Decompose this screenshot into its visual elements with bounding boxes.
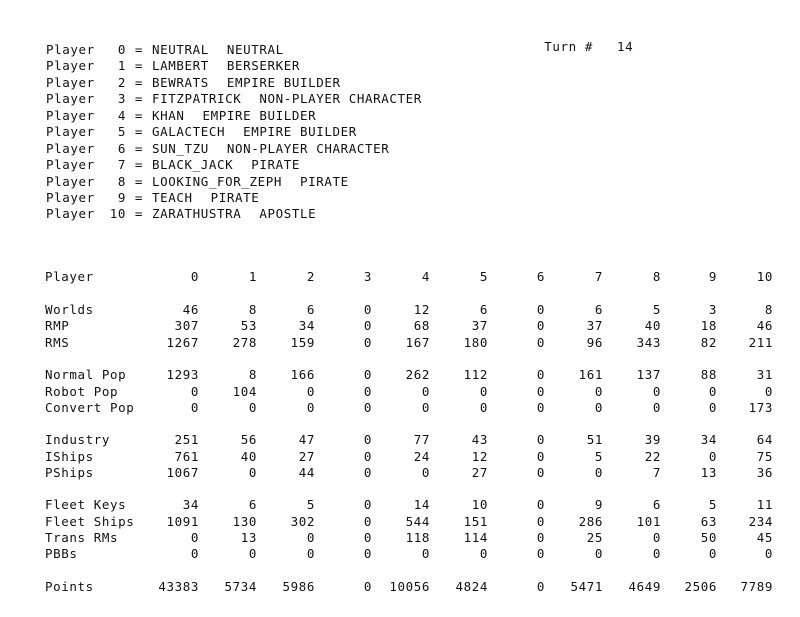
cell-player-4: 68 <box>413 318 430 333</box>
cell-player-1: 104 <box>232 384 257 399</box>
cell-player-7: 6 <box>594 302 603 317</box>
cell-player-9: 88 <box>700 367 717 382</box>
cell-player-3: 0 <box>363 335 372 350</box>
player-index: 7 <box>117 157 126 173</box>
player-line-label: Player <box>46 124 95 140</box>
cell-player-8: 8 <box>652 269 661 284</box>
stat-row <box>0 579 800 595</box>
row-label: Points <box>45 579 94 594</box>
cell-player-2: 159 <box>290 335 315 350</box>
player-name: LOOKING_FOR_ZEPH <box>152 173 283 189</box>
equals-sign: = <box>134 140 144 156</box>
player-index: 0 <box>117 42 126 57</box>
cell-player-4: 544 <box>405 514 430 529</box>
cell-player-4: 118 <box>405 530 430 545</box>
cell-player-6: 0 <box>536 465 545 480</box>
cell-player-6: 0 <box>536 546 545 561</box>
cell-player-10: 0 <box>764 384 773 399</box>
cell-player-0: 43383 <box>158 579 199 594</box>
stat-row <box>0 335 800 351</box>
cell-player-3: 0 <box>363 579 372 594</box>
cell-player-3: 0 <box>363 367 372 382</box>
cell-player-6: 0 <box>536 384 545 399</box>
cell-player-5: 0 <box>479 384 488 399</box>
cell-player-2: 0 <box>306 530 315 545</box>
player-name: ZARATHUSTRA <box>152 206 242 222</box>
player-index: 4 <box>117 107 126 123</box>
equals-sign: = <box>134 206 144 222</box>
cell-player-1: 40 <box>240 449 257 464</box>
row-label: Robot Pop <box>45 384 119 399</box>
player-role: EMPIRE BUILDER <box>226 74 341 90</box>
cell-player-5: 10 <box>471 497 488 512</box>
cell-player-4: 24 <box>413 449 430 464</box>
cell-player-0: 1267 <box>166 335 199 350</box>
stat-row <box>0 449 800 465</box>
cell-player-3: 0 <box>363 465 372 480</box>
cell-player-7: 96 <box>586 335 603 350</box>
stat-row <box>0 302 800 318</box>
player-name: FITZPATRICK <box>152 91 242 107</box>
cell-player-5: 0 <box>479 400 488 415</box>
stat-row <box>0 367 800 383</box>
row-label: RMP <box>45 318 70 333</box>
cell-player-10: 211 <box>748 335 773 350</box>
player-line-label: Player <box>46 173 95 189</box>
cell-player-9: 82 <box>700 335 717 350</box>
cell-player-4: 262 <box>405 367 430 382</box>
turn-label: Turn # <box>544 39 594 54</box>
cell-player-0: 307 <box>174 318 199 333</box>
cell-player-8: 101 <box>636 514 661 529</box>
cell-player-0: 0 <box>190 546 199 561</box>
cell-player-10: 36 <box>756 465 773 480</box>
equals-sign: = <box>134 74 144 90</box>
cell-player-4: 77 <box>413 432 430 447</box>
cell-player-5: 43 <box>471 432 488 447</box>
cell-player-2: 0 <box>306 546 315 561</box>
cell-player-5: 112 <box>463 367 488 382</box>
cell-player-6: 0 <box>536 449 545 464</box>
player-role: NEUTRAL <box>226 42 284 57</box>
cell-player-10: 10 <box>756 269 773 284</box>
cell-player-1: 0 <box>248 400 257 415</box>
player-name: SUN_TZU <box>152 140 209 156</box>
cell-player-8: 0 <box>652 400 661 415</box>
stat-row <box>0 546 800 562</box>
cell-player-2: 2 <box>306 269 315 284</box>
cell-player-2: 0 <box>306 384 315 399</box>
equals-sign: = <box>134 189 144 205</box>
cell-player-4: 10056 <box>389 579 430 594</box>
cell-player-0: 0 <box>190 269 199 284</box>
cell-player-1: 6 <box>248 497 257 512</box>
cell-player-2: 5986 <box>282 579 315 594</box>
player-index: 2 <box>117 74 126 90</box>
cell-player-0: 1067 <box>166 465 199 480</box>
player-role: NON-PLAYER CHARACTER <box>226 140 390 156</box>
cell-player-7: 161 <box>578 367 603 382</box>
player-name: TEACH <box>152 189 193 205</box>
cell-player-5: 5 <box>479 269 488 284</box>
cell-player-1: 130 <box>232 514 257 529</box>
player-line-label: Player <box>46 58 95 74</box>
cell-player-2: 6 <box>306 302 315 317</box>
row-label: IShips <box>45 449 94 464</box>
equals-sign: = <box>134 157 144 173</box>
cell-player-6: 0 <box>536 318 545 333</box>
cell-player-6: 0 <box>536 579 545 594</box>
cell-player-1: 53 <box>240 318 257 333</box>
cell-player-1: 278 <box>232 335 257 350</box>
cell-player-10: 31 <box>756 367 773 382</box>
row-label: Player <box>45 269 94 284</box>
cell-player-7: 25 <box>586 530 603 545</box>
player-line-label: Player <box>46 42 95 57</box>
player-index: 10 <box>109 206 126 222</box>
player-role: PIRATE <box>251 157 301 173</box>
cell-player-2: 27 <box>298 449 315 464</box>
cell-player-3: 0 <box>363 449 372 464</box>
cell-player-4: 12 <box>413 302 430 317</box>
cell-player-9: 0 <box>708 384 717 399</box>
cell-player-7: 37 <box>586 318 603 333</box>
stat-row <box>0 514 800 530</box>
player-role: EMPIRE BUILDER <box>202 107 317 123</box>
player-name: LAMBERT <box>152 58 209 74</box>
cell-player-0: 761 <box>174 449 199 464</box>
cell-player-1: 56 <box>240 432 257 447</box>
cell-player-2: 302 <box>290 514 315 529</box>
stat-row <box>0 530 800 546</box>
cell-player-8: 40 <box>644 318 661 333</box>
cell-player-9: 9 <box>708 269 717 284</box>
player-line-label: Player <box>46 74 95 90</box>
cell-player-6: 0 <box>536 367 545 382</box>
cell-player-9: 34 <box>700 432 717 447</box>
cell-player-0: 1091 <box>166 514 199 529</box>
stat-row <box>0 384 800 400</box>
cell-player-10: 8 <box>764 302 773 317</box>
cell-player-9: 0 <box>708 546 717 561</box>
cell-player-6: 0 <box>536 497 545 512</box>
cell-player-8: 343 <box>636 335 661 350</box>
cell-player-7: 0 <box>594 465 603 480</box>
cell-player-5: 114 <box>463 530 488 545</box>
cell-player-7: 7 <box>594 269 603 284</box>
cell-player-10: 234 <box>748 514 773 529</box>
cell-player-8: 7 <box>652 465 661 480</box>
cell-player-7: 5471 <box>570 579 603 594</box>
cell-player-2: 44 <box>298 465 315 480</box>
cell-player-9: 3 <box>708 302 717 317</box>
cell-player-9: 2506 <box>684 579 717 594</box>
player-line-label: Player <box>46 107 95 123</box>
cell-player-1: 8 <box>248 367 257 382</box>
cell-player-9: 5 <box>708 497 717 512</box>
equals-sign: = <box>134 42 144 57</box>
equals-sign: = <box>134 91 144 107</box>
cell-player-6: 0 <box>536 335 545 350</box>
cell-player-7: 5 <box>594 449 603 464</box>
row-label: Fleet Keys <box>45 497 127 512</box>
row-label: Trans RMs <box>45 530 119 545</box>
stat-row <box>0 318 800 334</box>
cell-player-6: 0 <box>536 302 545 317</box>
cell-player-8: 39 <box>644 432 661 447</box>
cell-player-3: 0 <box>363 514 372 529</box>
cell-player-3: 0 <box>363 432 372 447</box>
player-name: GALACTECH <box>152 124 226 140</box>
cell-player-1: 5734 <box>224 579 257 594</box>
cell-player-5: 12 <box>471 449 488 464</box>
cell-player-6: 0 <box>536 514 545 529</box>
player-role: PIRATE <box>210 189 260 205</box>
cell-player-9: 50 <box>700 530 717 545</box>
cell-player-7: 9 <box>594 497 603 512</box>
cell-player-1: 8 <box>248 302 257 317</box>
player-name: BLACK_JACK <box>152 157 234 173</box>
equals-sign: = <box>134 107 144 123</box>
cell-player-4: 14 <box>413 497 430 512</box>
cell-player-1: 13 <box>240 530 257 545</box>
player-line-label: Player <box>46 189 95 205</box>
cell-player-8: 0 <box>652 530 661 545</box>
cell-player-10: 0 <box>764 546 773 561</box>
row-label: RMS <box>45 335 70 350</box>
cell-player-0: 0 <box>190 530 199 545</box>
turn-number: 14 <box>617 39 634 54</box>
stat-row <box>0 465 800 481</box>
cell-player-4: 4 <box>421 269 430 284</box>
cell-player-6: 0 <box>536 400 545 415</box>
stat-row <box>0 497 800 513</box>
cell-player-10: 75 <box>756 449 773 464</box>
cell-player-0: 0 <box>190 400 199 415</box>
player-name: NEUTRAL <box>152 42 209 57</box>
cell-player-3: 0 <box>363 546 372 561</box>
player-index: 1 <box>117 58 126 74</box>
row-label: Normal Pop <box>45 367 127 382</box>
row-label: Convert Pop <box>45 400 135 415</box>
cell-player-9: 0 <box>708 449 717 464</box>
player-role: NON-PLAYER CHARACTER <box>259 91 422 107</box>
cell-player-10: 173 <box>748 400 773 415</box>
cell-player-8: 22 <box>644 449 661 464</box>
player-name: KHAN <box>152 107 185 123</box>
cell-player-5: 0 <box>479 546 488 561</box>
cell-player-10: 64 <box>756 432 773 447</box>
cell-player-0: 251 <box>174 432 199 447</box>
row-label: Industry <box>45 432 111 447</box>
player-role: PIRATE <box>300 173 349 189</box>
player-index: 9 <box>117 189 126 205</box>
cell-player-3: 0 <box>363 497 372 512</box>
player-role: EMPIRE BUILDER <box>243 124 357 140</box>
cell-player-3: 0 <box>363 400 372 415</box>
cell-player-2: 5 <box>306 497 315 512</box>
player-line-label: Player <box>46 157 95 173</box>
row-label: Worlds <box>45 302 94 317</box>
cell-player-2: 47 <box>298 432 315 447</box>
cell-player-8: 137 <box>636 367 661 382</box>
cell-player-3: 0 <box>363 318 372 333</box>
cell-player-10: 45 <box>756 530 773 545</box>
cell-player-8: 6 <box>652 497 661 512</box>
player-index: 3 <box>117 91 126 107</box>
cell-player-2: 34 <box>298 318 315 333</box>
equals-sign: = <box>134 173 144 189</box>
cell-player-6: 6 <box>536 269 545 284</box>
row-label: PShips <box>45 465 94 480</box>
cell-player-7: 51 <box>586 432 603 447</box>
cell-player-8: 0 <box>652 384 661 399</box>
player-index: 5 <box>117 124 126 140</box>
cell-player-10: 46 <box>756 318 773 333</box>
cell-player-9: 0 <box>708 400 717 415</box>
row-label: Fleet Ships <box>45 514 135 529</box>
cell-player-5: 151 <box>463 514 488 529</box>
cell-player-5: 27 <box>471 465 488 480</box>
cell-player-1: 0 <box>248 546 257 561</box>
cell-player-4: 167 <box>405 335 430 350</box>
row-label: PBBs <box>45 546 78 561</box>
player-index: 8 <box>117 173 126 189</box>
stat-row <box>0 432 800 448</box>
cell-player-4: 0 <box>421 465 430 480</box>
cell-player-6: 0 <box>536 530 545 545</box>
cell-player-5: 37 <box>471 318 488 333</box>
cell-player-1: 1 <box>248 269 257 284</box>
stat-row <box>0 400 800 416</box>
cell-player-3: 0 <box>363 384 372 399</box>
cell-player-7: 0 <box>594 384 603 399</box>
cell-player-0: 1293 <box>166 367 199 382</box>
cell-player-5: 4824 <box>455 579 488 594</box>
cell-player-9: 18 <box>700 318 717 333</box>
cell-player-4: 0 <box>421 546 430 561</box>
player-line-label: Player <box>46 91 95 107</box>
cell-player-8: 4649 <box>628 579 661 594</box>
player-role: APOSTLE <box>259 206 317 222</box>
cell-player-3: 3 <box>363 269 372 284</box>
cell-player-5: 6 <box>479 302 488 317</box>
player-name: BEWRATS <box>152 74 209 90</box>
cell-player-7: 0 <box>594 546 603 561</box>
cell-player-4: 0 <box>421 400 430 415</box>
cell-player-4: 0 <box>421 384 430 399</box>
cell-player-3: 0 <box>363 530 372 545</box>
cell-player-1: 0 <box>248 465 257 480</box>
cell-player-7: 286 <box>578 514 603 529</box>
cell-player-8: 0 <box>652 546 661 561</box>
cell-player-3: 0 <box>363 302 372 317</box>
cell-player-9: 13 <box>700 465 717 480</box>
cell-player-0: 0 <box>190 384 199 399</box>
cell-player-10: 7789 <box>740 579 773 594</box>
cell-player-10: 11 <box>756 497 773 512</box>
cell-player-0: 34 <box>182 497 199 512</box>
cell-player-2: 0 <box>306 400 315 415</box>
player-line-label: Player <box>46 140 95 156</box>
header-row <box>0 269 800 285</box>
player-line-label: Player <box>46 206 95 222</box>
cell-player-8: 5 <box>652 302 661 317</box>
equals-sign: = <box>134 124 144 140</box>
cell-player-2: 166 <box>290 367 315 382</box>
cell-player-6: 0 <box>536 432 545 447</box>
cell-player-5: 180 <box>463 335 488 350</box>
equals-sign: = <box>134 58 144 74</box>
player-role: BERSERKER <box>226 58 301 74</box>
cell-player-7: 0 <box>594 400 603 415</box>
cell-player-9: 63 <box>700 514 717 529</box>
cell-player-0: 46 <box>182 302 199 317</box>
player-index: 6 <box>117 140 126 156</box>
